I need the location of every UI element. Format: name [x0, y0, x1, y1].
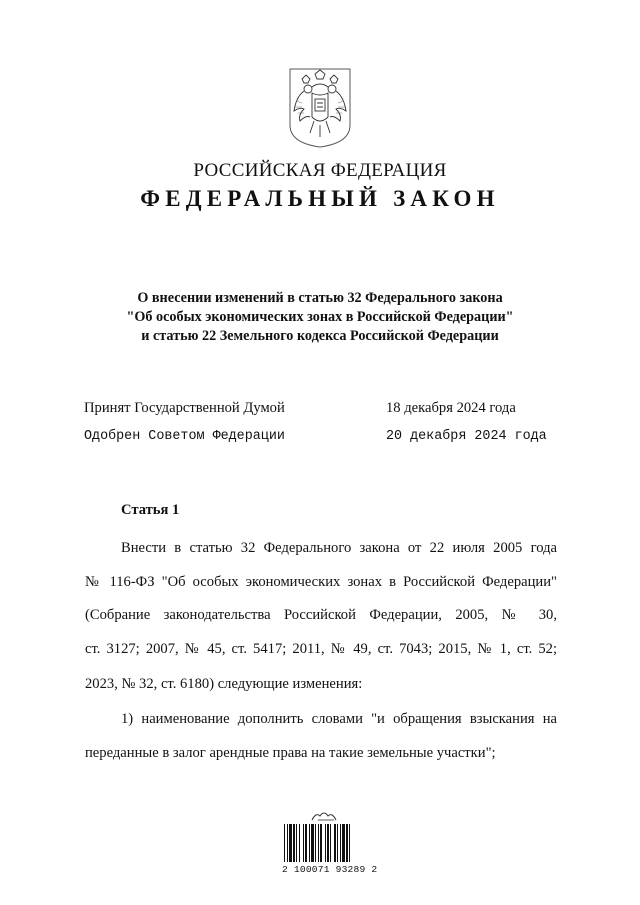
law-title — [0, 289, 640, 346]
article-text-line: переданные в залог арендные права на такие земельные участки"; — [85, 745, 496, 761]
article-text-line: (Собрание законодательства Российской Федерации, 2005, № 30, — [85, 607, 557, 623]
article-text-line: ст. 3127; 2007, № 45, ст. 5417; 2011, № 49, ст. 7043; 2015, № 1, ст. 52; — [85, 641, 557, 657]
law-type-title: ФЕДЕРАЛЬНЫЙ ЗАКОН — [140, 186, 500, 211]
article-text-line: 1) наименование дополнить словами "и обращения взыскания на — [121, 711, 557, 727]
country-name: РОССИЙСКАЯ ФЕДЕРАЦИЯ — [193, 160, 447, 181]
duma-adoption-date: 18 декабря 2024 года — [386, 400, 516, 416]
article-text-line: Внести в статью 32 Федерального закона от 22 июля 2005 года — [121, 540, 557, 556]
barcode-number: 2 100071 93289 2 — [282, 864, 378, 875]
barcode-bars — [282, 824, 372, 862]
barcode — [282, 808, 378, 880]
article-text-line: № 116-ФЗ "Об особых экономических зонах в Российской Федерации" — [85, 574, 557, 590]
law-title-line: и статью 22 Земельного кодекса Российской Федерации — [141, 328, 499, 344]
coat-of-arms-emblem — [288, 67, 352, 149]
council-approval-date: 20 декабря 2024 года — [386, 429, 547, 444]
article-heading: Статья 1 — [121, 502, 180, 518]
law-title-line: О внесении изменений в статью 32 Федерального закона — [137, 290, 503, 306]
article-text-line: 2023, № 32, ст. 6180) следующие изменения: — [85, 676, 363, 692]
law-title-line: "Об особых экономических зонах в Российской Федерации" — [126, 309, 514, 325]
council-approval-label: Одобрен Советом Федерации — [84, 429, 285, 444]
duma-adoption-label: Принят Государственной Думой — [84, 400, 285, 416]
print-mark-icon — [282, 808, 372, 822]
